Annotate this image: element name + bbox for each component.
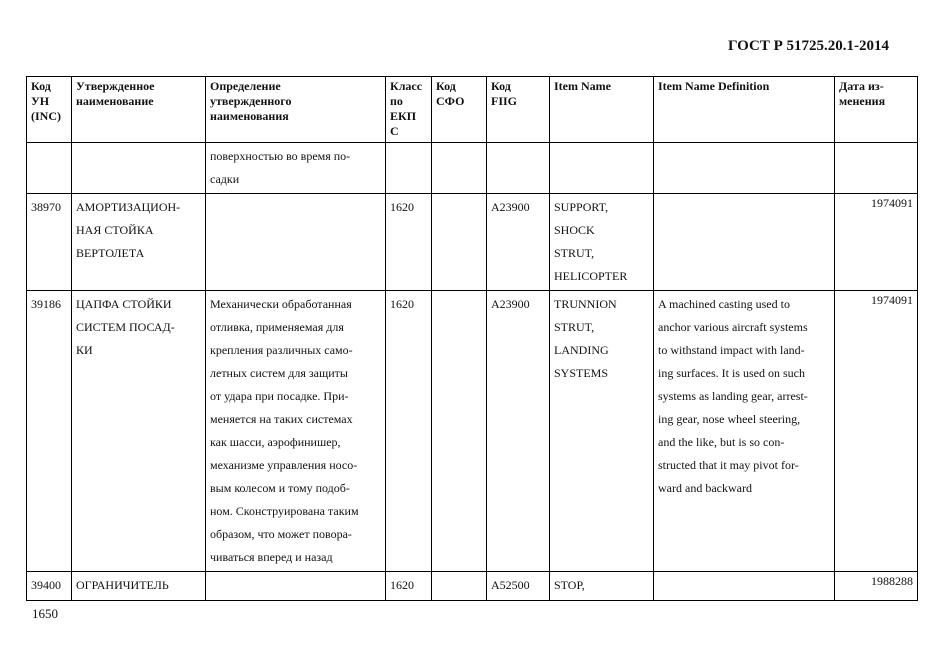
cell-change-date: 1974091: [835, 291, 918, 572]
header-inc: Код УН (INC): [27, 77, 72, 143]
cell-change-date: [835, 143, 918, 194]
header-item-name-definition: Item Name Definition: [654, 77, 835, 143]
cell-class: 1620: [386, 291, 432, 572]
header-sfo: Код СФО: [432, 77, 487, 143]
cell-class: 1620: [386, 572, 432, 601]
table-row: [27, 291, 918, 572]
cell-inc: 39400: [27, 572, 72, 601]
table-row: [27, 572, 918, 601]
catalog-table: [26, 76, 918, 601]
cell-definition-ru: [206, 194, 386, 291]
cell-change-date: 1974091: [835, 194, 918, 291]
cell-change-date: 1988288: [835, 572, 918, 601]
cell-item-definition: [654, 143, 835, 194]
document-standard-header: ГОСТ Р 51725.20.1-2014: [727, 38, 889, 54]
cell-name-ru: ЦАПФА СТОЙКИ СИСТЕМ ПОСАД- КИ: [72, 291, 206, 572]
page-number: 1650: [32, 606, 58, 621]
cell-inc: [27, 143, 72, 194]
cell-item-definition: A machined casting used to anchor various aircraft systems to withstand impact with land- ing surfaces. It is used on such systems as landing gear, arrest- ing gear, nose wheel steering, and the like, but is so con- structed that it may pivot for- ward and backward: [654, 291, 835, 572]
cell-name-ru: [72, 143, 206, 194]
header-change-date: Дата из- менения: [835, 77, 918, 143]
cell-fiig: [487, 143, 550, 194]
cell-sfo: [432, 572, 487, 601]
cell-name-ru: ОГРАНИЧИТЕЛЬ: [72, 572, 206, 601]
header-item-name: Item Name: [550, 77, 654, 143]
cell-fiig: A52500: [487, 572, 550, 601]
cell-item-definition: [654, 194, 835, 291]
cell-sfo: [432, 194, 487, 291]
cell-sfo: [432, 143, 487, 194]
header-fiig: Код FIIG: [487, 77, 550, 143]
table-header-row: [27, 77, 918, 143]
header-approved-name: Утвержденное наименование: [72, 77, 206, 143]
cell-inc: 39186: [27, 291, 72, 572]
cell-sfo: [432, 291, 487, 572]
cell-definition-ru: [206, 572, 386, 601]
cell-item-name: STOP,: [550, 572, 654, 601]
table-row: [27, 143, 918, 194]
cell-definition-ru: Механически обработанная отливка, применяемая для крепления различных само- летных систем для защиты от удара при посадке. При- меняется на таких системах как шасси, аэрофинишер, механизме управления носо- вым колесом и тому подоб- ном. Сконструирована таким образом, что может повора- чиваться вперед и назад: [206, 291, 386, 572]
cell-name-ru: АМОРТИЗАЦИОН- НАЯ СТОЙКА ВЕРТОЛЕТА: [72, 194, 206, 291]
cell-fiig: A23900: [487, 291, 550, 572]
cell-item-name: [550, 143, 654, 194]
cell-class: 1620: [386, 194, 432, 291]
header-name-definition: Определение утвержденного наименования: [206, 77, 386, 143]
cell-item-name: TRUNNION STRUT, LANDING SYSTEMS: [550, 291, 654, 572]
header-class: Класс по ЕКП С: [386, 77, 432, 143]
cell-class: [386, 143, 432, 194]
cell-fiig: A23900: [487, 194, 550, 291]
cell-definition-ru: поверхностью во время по- садки: [206, 143, 386, 194]
cell-item-name: SUPPORT, SHOCK STRUT, HELICOPTER: [550, 194, 654, 291]
table-row: [27, 194, 918, 291]
cell-inc: 38970: [27, 194, 72, 291]
cell-item-definition: [654, 572, 835, 601]
